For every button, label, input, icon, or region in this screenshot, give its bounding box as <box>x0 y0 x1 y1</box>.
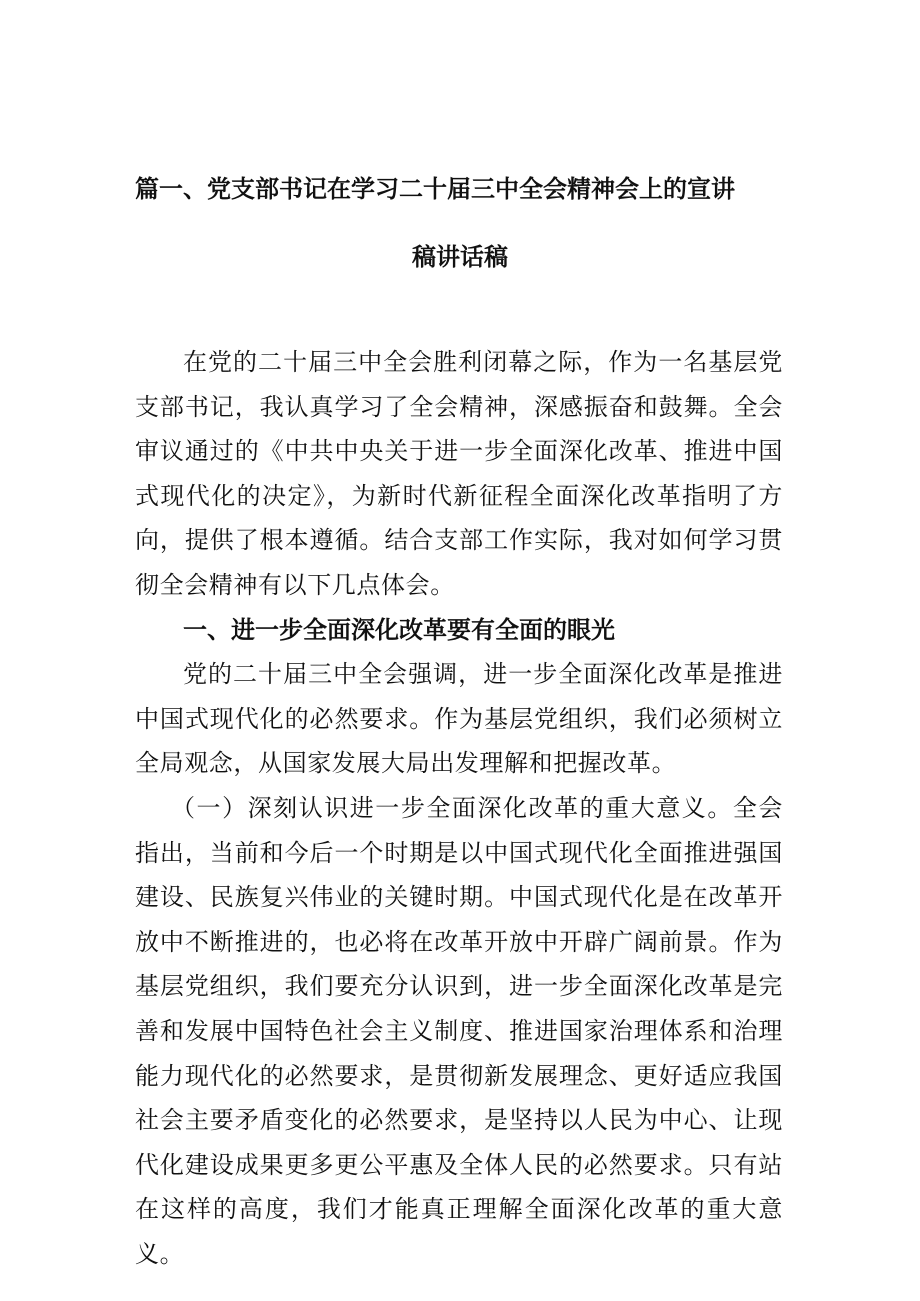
document-title-line-2: 稿讲话稿 <box>412 243 508 271</box>
section-heading: 一、进一步全面深化改革要有全面的眼光 <box>183 615 615 644</box>
subsection-paragraph: （一）深刻认识进一步全面深化改革的重大意义。全会指出，当前和今后一个时期是以中国式现代化全面推进强国建设、民族复兴伟业的关键时期。中国式现代化是在改革开放中不断推进的，也必将在改革开放中开辟广阔前景。作为基层党组织，我们要充分认识到，进一步全面深化改革是完善和发展中国特色社会主义制度、推进国家治理体系和治理能力现代化的必然要求，是贯彻新发展理念、更好适应我国社会主要矛盾变化的必然要求，是坚持以人民为中心、让现代化建设成果更多更公平惠及全体人民的必然要求。只有站在这样的高度，我们才能真正理解全面深化改革的重大意义。 <box>135 793 783 1268</box>
document-title-line-1: 篇一、党支部书记在学习二十届三中全会精神会上的宣讲 <box>135 175 735 203</box>
section-paragraph: 党的二十届三中全会强调，进一步全面深化改革是推进中国式现代化的必然要求。作为基层党组织，我们必须树立全局观念，从国家发展大局出发理解和把握改革。 <box>135 660 783 778</box>
intro-paragraph: 在党的二十届三中全会胜利闭幕之际，作为一名基层党支部书记，我认真学习了全会精神，深感振奋和鼓舞。全会审议通过的《中共中央关于进一步全面深化改革、推进中国式现代化的决定》，为新时代新征程全面深化改革指明了方向，提供了根本遵循。结合支部工作实际，我对如何学习贯彻全会精神有以下几点体会。 <box>135 348 783 599</box>
document-body <box>135 340 783 1276</box>
